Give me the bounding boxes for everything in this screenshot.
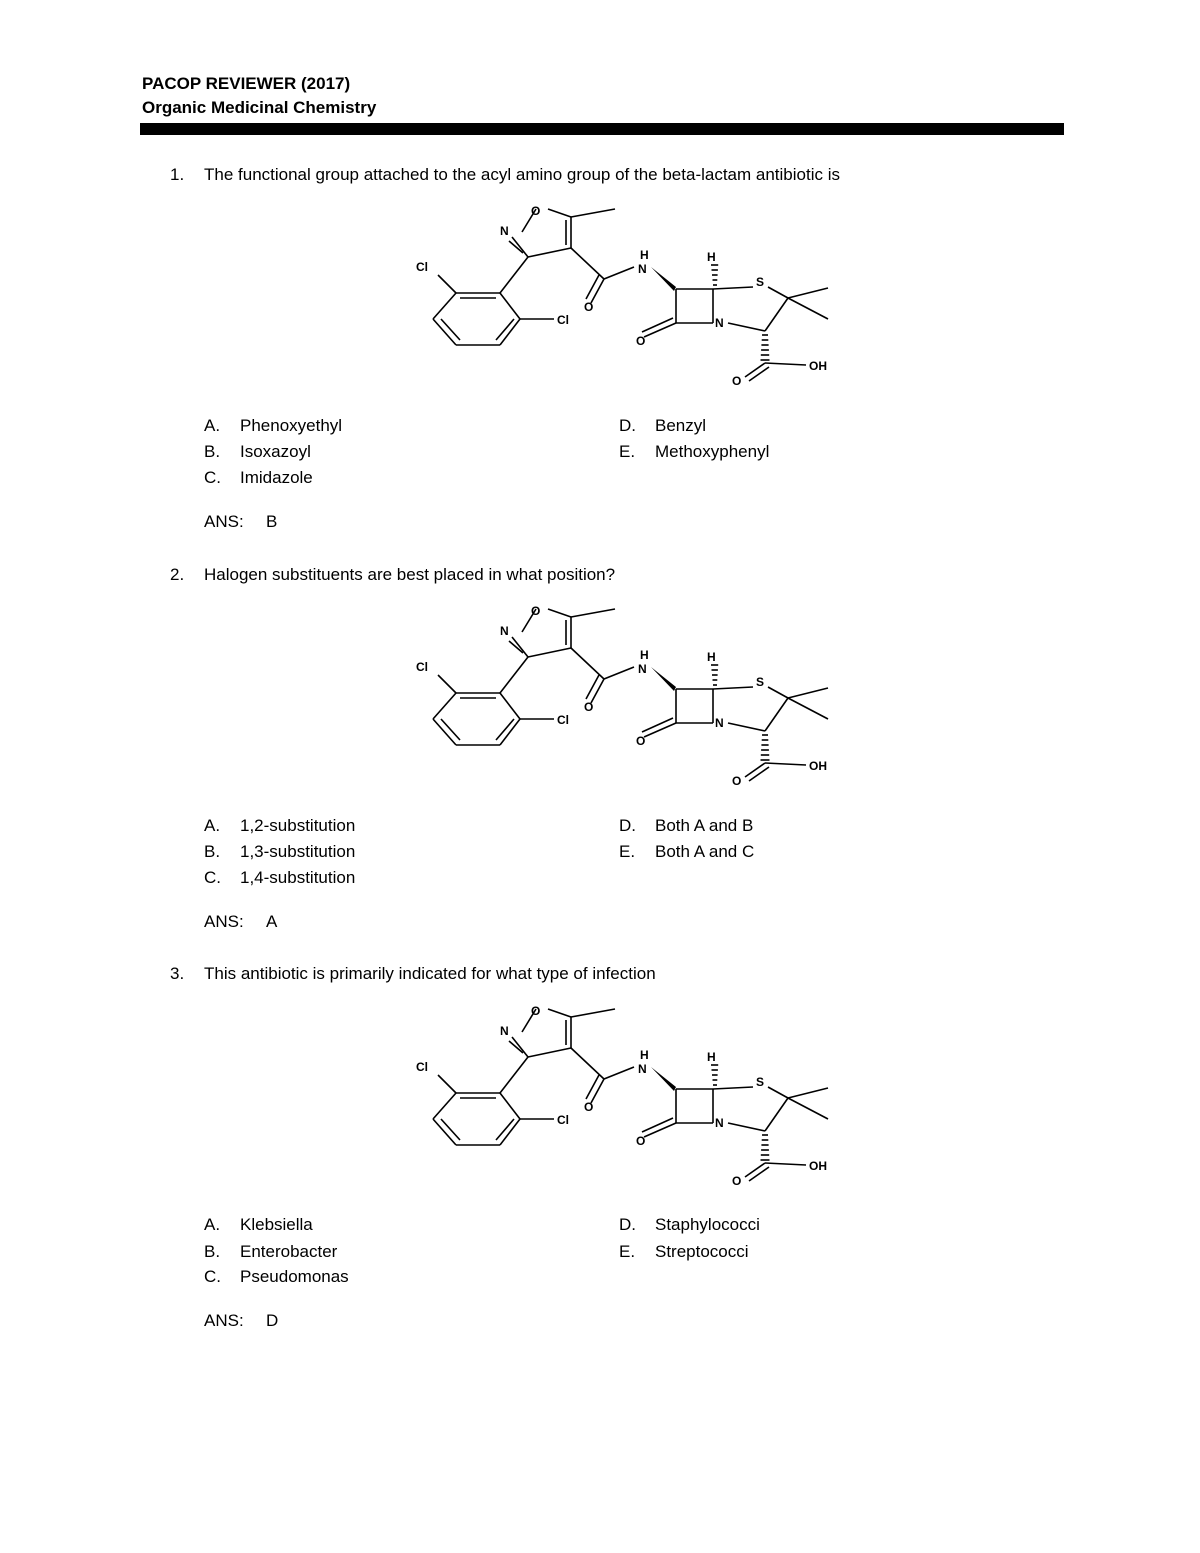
cl-bond	[438, 675, 456, 693]
choice-letter: C.	[204, 468, 221, 487]
methyl-bond	[788, 298, 828, 319]
penicillin-structure-svg	[408, 995, 848, 1190]
answer-value: D	[266, 1311, 279, 1330]
double-bond	[586, 275, 599, 299]
lactam-oxygen-label: O	[636, 1134, 646, 1148]
double-bond	[749, 367, 769, 381]
double-bond	[749, 767, 769, 781]
bridgehead-hydrogen-label: H	[707, 650, 716, 664]
choice-d	[619, 416, 706, 436]
amide-nitrogen-label: N	[638, 662, 647, 676]
choice-letter: B.	[204, 1242, 221, 1261]
choice-e	[619, 1242, 749, 1262]
penicillin-structure-svg	[408, 195, 848, 390]
ring-bond	[433, 293, 456, 319]
amide-bond	[604, 1067, 634, 1079]
choice-text: 1,4-substitution	[240, 868, 356, 887]
chlorine-label-bottom: Cl	[557, 1113, 569, 1127]
ring-bond	[528, 648, 571, 657]
choice-text: 1,2-substitution	[240, 816, 356, 835]
double-bond	[441, 319, 460, 340]
acid-bond	[765, 363, 806, 365]
wedge-bond	[651, 267, 676, 291]
lactam-nitrogen-label: N	[715, 1116, 724, 1130]
acid-bond	[765, 1163, 806, 1165]
nh-hydrogen-label: H	[640, 648, 649, 662]
choice-c	[204, 1267, 349, 1287]
methyl-bond	[788, 1088, 828, 1098]
choice-letter: D.	[619, 1215, 636, 1234]
choice-text: Streptococci	[655, 1242, 749, 1261]
choice-letter: A.	[204, 816, 221, 835]
methyl-bond	[571, 209, 615, 217]
choice-text: Both A and B	[655, 816, 754, 835]
choice-b	[204, 842, 355, 862]
choice-letter: D.	[619, 816, 636, 835]
ring-bond	[548, 209, 571, 217]
ring-bond	[713, 687, 753, 689]
acid-oxygen-label: O	[732, 1174, 742, 1188]
double-bond	[642, 318, 673, 332]
answer-value: A	[266, 912, 278, 931]
ring-bond	[548, 609, 571, 617]
chlorine-label-bottom: Cl	[557, 713, 569, 727]
choice-text: Phenoxyethyl	[240, 416, 343, 435]
answer-line	[204, 1311, 278, 1331]
double-bond	[441, 1119, 460, 1140]
choice-letter: A.	[204, 416, 221, 435]
amide-oxygen-label: O	[584, 1100, 594, 1114]
ring-bond	[528, 248, 571, 257]
hydroxyl-label: OH	[809, 359, 827, 373]
choice-text: Benzyl	[655, 416, 707, 435]
bridgehead-hydrogen-label: H	[707, 250, 716, 264]
bridgehead-hydrogen-label: H	[707, 1050, 716, 1064]
lactam-nitrogen-label: N	[715, 716, 724, 730]
acid-oxygen-label: O	[732, 374, 742, 388]
ring-bond	[528, 1048, 571, 1057]
nh-hydrogen-label: H	[640, 1048, 649, 1062]
double-bond	[586, 675, 599, 699]
ring-bond	[728, 1123, 765, 1131]
chemical-structure	[408, 195, 848, 390]
header-rule	[140, 123, 1064, 135]
amide-bond	[571, 648, 604, 679]
acid-bond	[765, 763, 806, 765]
answer-label: ANS:	[204, 912, 244, 931]
hydroxyl-label: OH	[809, 759, 827, 773]
answer-line	[204, 512, 277, 532]
choice-letter: C.	[204, 1267, 221, 1286]
chlorine-label-top: Cl	[416, 1060, 428, 1074]
ring-bond	[768, 287, 788, 298]
ring-bond	[765, 1098, 788, 1131]
methyl-bond	[788, 698, 828, 719]
nitrogen-label: N	[500, 1024, 509, 1038]
methyl-bond	[571, 609, 615, 617]
choice-a	[204, 416, 342, 436]
choice-letter: D.	[619, 416, 636, 435]
choice-d	[619, 816, 753, 836]
ring-bond	[512, 1037, 528, 1057]
question-text	[170, 165, 840, 185]
amide-oxygen-label: O	[584, 700, 594, 714]
chlorine-label-top: Cl	[416, 660, 428, 674]
ring-bond	[713, 1087, 753, 1089]
carbonyl-bond	[644, 323, 676, 337]
lactam-oxygen-label: O	[636, 734, 646, 748]
carbonyl-bond	[745, 1163, 765, 1177]
ring-bond	[500, 1093, 520, 1119]
ring-bond	[433, 693, 456, 719]
ring-bond	[768, 687, 788, 698]
choice-text: Both A and C	[655, 842, 755, 861]
ring-bond	[512, 237, 528, 257]
choice-letter: E.	[619, 442, 636, 461]
chlorine-label-bottom: Cl	[557, 313, 569, 327]
choice-text: Staphylococci	[655, 1215, 760, 1234]
choice-letter: B.	[204, 842, 221, 861]
sulfur-label: S	[756, 1075, 765, 1089]
aryl-bond	[500, 257, 528, 293]
methyl-bond	[788, 1098, 828, 1119]
methyl-bond	[571, 1009, 615, 1017]
question-text	[170, 964, 656, 984]
hydroxyl-label: OH	[809, 1159, 827, 1173]
chlorine-label-top: Cl	[416, 260, 428, 274]
wedge-bond	[651, 1067, 676, 1091]
lactam-oxygen-label: O	[636, 334, 646, 348]
choice-letter: E.	[619, 842, 636, 861]
ring-bond	[713, 287, 753, 289]
lactam-nitrogen-label: N	[715, 316, 724, 330]
choice-letter: C.	[204, 868, 221, 887]
carbonyl-bond	[644, 723, 676, 737]
choice-letter: A.	[204, 1215, 221, 1234]
chemical-structure	[408, 995, 848, 1190]
ring-bond	[728, 323, 765, 331]
answer-line	[204, 912, 277, 932]
aryl-bond	[500, 1057, 528, 1093]
oxygen-label: O	[531, 604, 541, 618]
double-bond	[441, 719, 460, 740]
cl-bond	[438, 1075, 456, 1093]
carbonyl-bond	[745, 763, 765, 777]
double-bond	[749, 1167, 769, 1181]
choice-text: Klebsiella	[240, 1215, 313, 1234]
double-bond	[586, 1075, 599, 1099]
choice-a	[204, 816, 355, 836]
question-number: 1.	[170, 165, 185, 184]
nh-hydrogen-label: H	[640, 248, 649, 262]
methyl-bond	[788, 288, 828, 298]
chemical-structure	[408, 595, 848, 790]
methyl-bond	[788, 688, 828, 698]
choice-d	[619, 1215, 760, 1235]
choice-b	[204, 442, 311, 462]
oxygen-label: O	[531, 204, 541, 218]
question-stem: Halogen substituents are best placed in what position?	[204, 565, 616, 584]
amide-bond	[571, 248, 604, 279]
amide-nitrogen-label: N	[638, 1062, 647, 1076]
sulfur-label: S	[756, 275, 765, 289]
ring-bond	[765, 698, 788, 731]
double-bond	[642, 1118, 673, 1132]
choice-e	[619, 442, 769, 462]
question-text	[170, 565, 615, 585]
amide-bond	[604, 667, 634, 679]
choice-b	[204, 1242, 337, 1262]
choice-c	[204, 468, 313, 488]
wedge-bond	[651, 667, 676, 691]
document-title: PACOP REVIEWER (2017)	[142, 74, 351, 93]
double-bond	[642, 718, 673, 732]
choice-e	[619, 842, 754, 862]
choice-c	[204, 868, 355, 888]
question-stem: This antibiotic is primarily indicated for what type of infection	[204, 964, 656, 983]
nitrogen-label: N	[500, 624, 509, 638]
amide-bond	[604, 267, 634, 279]
question-stem: The functional group attached to the acyl amino group of the beta-lactam antibiotic is	[204, 165, 840, 184]
ring-bond	[512, 637, 528, 657]
choice-text: Enterobacter	[240, 1242, 338, 1261]
ring-bond	[433, 1093, 456, 1119]
acid-oxygen-label: O	[732, 774, 742, 788]
cl-bond	[438, 275, 456, 293]
ring-bond	[765, 298, 788, 331]
amide-oxygen-label: O	[584, 300, 594, 314]
choice-text: 1,3-substitution	[240, 842, 356, 861]
ring-bond	[500, 293, 520, 319]
ring-bond	[548, 1009, 571, 1017]
choice-text: Pseudomonas	[240, 1267, 349, 1286]
choice-text: Imidazole	[240, 468, 313, 487]
carbonyl-bond	[644, 1123, 676, 1137]
oxygen-label: O	[531, 1004, 541, 1018]
document-subtitle: Organic Medicinal Chemistry	[142, 98, 377, 117]
document-header	[142, 72, 376, 120]
ring-bond	[500, 693, 520, 719]
ring-bond	[728, 723, 765, 731]
question-number: 3.	[170, 964, 185, 983]
choice-letter: E.	[619, 1242, 636, 1261]
question-number: 2.	[170, 565, 185, 584]
amide-nitrogen-label: N	[638, 262, 647, 276]
answer-label: ANS:	[204, 1311, 244, 1330]
carbonyl-bond	[745, 363, 765, 377]
choice-text: Isoxazoyl	[240, 442, 311, 461]
choice-letter: B.	[204, 442, 221, 461]
nitrogen-label: N	[500, 224, 509, 238]
choice-text: Methoxyphenyl	[655, 442, 770, 461]
answer-label: ANS:	[204, 512, 244, 531]
penicillin-structure-svg	[408, 595, 848, 790]
sulfur-label: S	[756, 675, 765, 689]
answer-value: B	[266, 512, 278, 531]
choice-a	[204, 1215, 313, 1235]
ring-bond	[768, 1087, 788, 1098]
amide-bond	[571, 1048, 604, 1079]
aryl-bond	[500, 657, 528, 693]
